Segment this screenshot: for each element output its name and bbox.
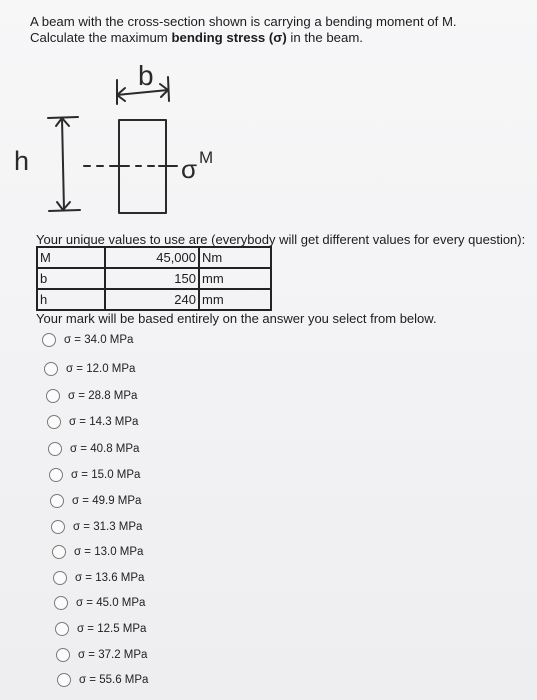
- radio-button[interactable]: [42, 333, 56, 347]
- cross-section-diagram: [0, 0, 537, 230]
- answer-option-label: σ = 13.0 MPa: [74, 546, 144, 558]
- values-value: 45,000: [105, 247, 199, 268]
- answer-option-label: σ = 12.5 MPa: [77, 623, 147, 635]
- answer-option-label: σ = 45.0 MPa: [76, 597, 146, 609]
- answer-option-label: σ = 13.6 MPa: [75, 572, 145, 584]
- answer-option-10[interactable]: [53, 571, 144, 585]
- answer-option-label: σ = 37.2 MPa: [78, 649, 148, 661]
- radio-button[interactable]: [53, 571, 67, 585]
- values-value: 240: [105, 289, 199, 310]
- answer-option-label: σ = 12.0 MPa: [66, 363, 136, 375]
- values-unit: Nm: [199, 247, 271, 268]
- answer-option-label: σ = 28.8 MPa: [68, 390, 138, 402]
- radio-button[interactable]: [48, 442, 62, 456]
- values-symbol: h: [37, 289, 105, 310]
- label-b: b: [138, 60, 154, 91]
- values-intro: Your unique values to use are (everybody will get different values for every question):: [36, 232, 526, 247]
- values-value: 150: [105, 268, 199, 289]
- values-symbol: M: [37, 247, 105, 268]
- values-table: [36, 246, 272, 311]
- answer-option-4[interactable]: [47, 415, 138, 429]
- answer-option-5[interactable]: [48, 442, 139, 456]
- answer-option-13[interactable]: [56, 648, 147, 662]
- radio-button[interactable]: [51, 520, 65, 534]
- answer-option-label: σ = 34.0 MPa: [64, 334, 134, 346]
- answer-option-2[interactable]: [44, 362, 135, 376]
- values-symbol: b: [37, 268, 105, 289]
- answer-option-7[interactable]: [50, 494, 141, 508]
- answer-option-label: σ = 55.6 MPa: [79, 674, 149, 686]
- answer-option-label: σ = 49.9 MPa: [72, 495, 142, 507]
- values-unit: mm: [199, 289, 271, 310]
- answer-option-label: σ = 40.8 MPa: [70, 443, 140, 455]
- answer-option-14[interactable]: [57, 673, 148, 687]
- answer-option-label: σ = 31.3 MPa: [73, 521, 143, 533]
- h-dimension-line: [62, 118, 64, 210]
- radio-button[interactable]: [49, 468, 63, 482]
- question-line-2-bold: bending stress (σ): [171, 30, 287, 45]
- answer-option-8[interactable]: [51, 520, 142, 534]
- radio-button[interactable]: [50, 494, 64, 508]
- label-sigma: σ: [181, 154, 198, 184]
- radio-button[interactable]: [57, 673, 71, 687]
- radio-button[interactable]: [56, 648, 70, 662]
- radio-button[interactable]: [47, 415, 61, 429]
- values-row-b: [37, 268, 271, 289]
- answer-option-1[interactable]: [42, 333, 133, 347]
- mark-note: Your mark will be based entirely on the answer you select from below.: [36, 311, 437, 326]
- radio-button[interactable]: [55, 622, 69, 636]
- radio-button[interactable]: [52, 545, 66, 559]
- answer-option-11[interactable]: [54, 596, 145, 610]
- label-h: h: [14, 146, 30, 176]
- answer-option-3[interactable]: [46, 389, 137, 403]
- values-unit: mm: [199, 268, 271, 289]
- answer-option-12[interactable]: [55, 622, 146, 636]
- answer-option-label: σ = 15.0 MPa: [71, 469, 141, 481]
- radio-button[interactable]: [54, 596, 68, 610]
- b-tick-right: [168, 77, 169, 101]
- values-row-m: [37, 247, 271, 268]
- answer-option-label: σ = 14.3 MPa: [69, 416, 139, 428]
- h-bottom-tick: [49, 210, 80, 211]
- answer-option-9[interactable]: [52, 545, 143, 559]
- radio-button[interactable]: [44, 362, 58, 376]
- values-row-h: [37, 289, 271, 310]
- answer-option-6[interactable]: [49, 468, 140, 482]
- question-line-2-suffix: in the beam.: [286, 30, 363, 45]
- radio-button[interactable]: [46, 389, 60, 403]
- question-line-1: A beam with the cross-section shown is carrying a bending moment of M.: [30, 14, 457, 29]
- label-m: M: [199, 148, 214, 167]
- question-line-2-prefix: Calculate the maximum: [30, 30, 172, 45]
